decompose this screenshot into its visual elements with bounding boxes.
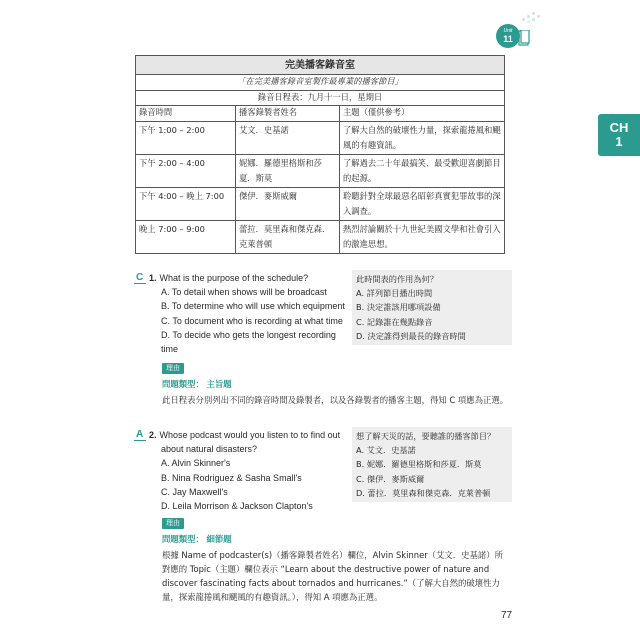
type-label: 問題類型： — [162, 378, 204, 389]
schedule-date: 錄音日程表：九月十一日，星期日 — [136, 91, 505, 106]
option-c: C. Jay Maxwell's — [161, 486, 228, 497]
zh-stem: 想了解天災的話，要聽誰的播客節目？ — [356, 431, 496, 441]
option-a: A. Alvin Skinner's — [161, 458, 231, 469]
zh-option-a: A. 艾文．史基諾 — [356, 445, 416, 456]
cell-topic: 熱烈討論關於十九世紀美國文學和社會引入的激進思想。 — [340, 221, 505, 254]
cell-name: 傑伊．麥斯威爾 — [236, 188, 340, 221]
question-number: 1. — [149, 273, 157, 283]
translation-panel — [352, 270, 512, 345]
zh-option-d: D. 決定誰得到最長的錄音時間 — [356, 330, 466, 341]
schedule-table — [135, 55, 505, 254]
cell-time: 下午 2:00 – 4:00 — [136, 155, 236, 188]
answer-letter: A — [136, 429, 144, 440]
option-b: B. To determine who will use which equipment — [161, 301, 345, 312]
zh-stem: 此時間表的作用為何？ — [356, 274, 438, 284]
chapter-number: 1 — [615, 134, 623, 149]
question-english — [149, 428, 359, 513]
zh-option-c: C. 記錄誰在幾點錄音 — [356, 316, 433, 327]
chapter-tab — [598, 114, 640, 156]
chapter-label: CH — [609, 120, 629, 135]
type-value: 主旨題 — [206, 378, 232, 389]
schedule-title: 完美播客錄音室 — [136, 56, 505, 75]
question-type — [162, 534, 506, 545]
question-english — [149, 271, 359, 356]
cell-time: 下午 4:00 – 晚上 7:00 — [136, 188, 236, 221]
answer-underline — [134, 440, 146, 441]
answer-letter: C — [136, 272, 144, 283]
cell-topic: 了解過去二十年最搞笑、最受歡迎喜劇節目的起源。 — [340, 155, 505, 188]
table-row — [136, 188, 505, 221]
type-label: 問題類型： — [162, 533, 204, 544]
table-row — [136, 122, 505, 155]
table-row — [136, 221, 505, 254]
table-row — [136, 155, 505, 188]
column-header: 播客錄製者姓名 — [236, 106, 340, 122]
cell-name: 蕾拉．莫里森和傑克森．克萊普頓 — [236, 221, 340, 254]
zh-option-b: B. 妮娜．羅德里格斯和莎夏．斯莫 — [356, 459, 482, 470]
explanation: 此日程表分別列出不同的錄音時間及錄製者，以及各錄製者的播客主題，得知 C 項應為正選。 — [162, 394, 509, 405]
question-stem: Whose podcast would you listen to to find out about natural disasters? — [159, 430, 341, 455]
cell-name: 艾文．史基諾 — [236, 122, 340, 155]
table-header-row — [136, 106, 505, 122]
book-icon — [518, 30, 530, 46]
page-number: 77 — [501, 610, 513, 621]
option-d: D. To decide who gets the longest recording time — [161, 329, 336, 355]
option-a: A. To detail when shows will be broadcast — [161, 287, 327, 298]
zh-option-b: B. 決定誰該用哪項設備 — [356, 302, 441, 313]
option-d: D. Leila Morrison & Jackson Clapton's — [161, 501, 313, 512]
schedule-subtitle: 「在完美播客錄音室製作最專業的播客節目」 — [136, 75, 505, 91]
option-c: C. To document who is recording at what time — [161, 315, 343, 326]
translation-panel — [352, 427, 512, 502]
cell-time: 晚上 7:00 – 9:00 — [136, 221, 236, 254]
question-2 — [136, 428, 506, 604]
cell-time: 下午 1:00 – 2:00 — [136, 122, 236, 155]
zh-option-c: C. 傑伊．麥斯威爾 — [356, 473, 425, 484]
column-header: 錄音時間 — [136, 106, 236, 122]
unit-circle — [496, 24, 520, 48]
unit-badge — [496, 24, 528, 48]
reason-tag: 理由 — [162, 363, 184, 374]
unit-number: 11 — [503, 34, 513, 44]
zh-option-d: D. 蕾拉．莫里森和傑克森．克萊普頓 — [356, 487, 491, 498]
reason-tag: 理由 — [162, 518, 184, 529]
cell-topic: 了解大自然的破壞性力量，探索龍捲風和颶風的有趣資訊。 — [340, 122, 505, 155]
question-number: 2. — [149, 430, 157, 440]
question-1 — [136, 271, 509, 407]
answer-underline — [134, 283, 146, 284]
cell-name: 妮娜．羅德里格斯和莎夏．斯莫 — [236, 155, 340, 188]
unit-label: Unit — [503, 28, 513, 34]
zh-option-a: A. 詳列節目播出時間 — [356, 288, 433, 299]
explanation: 根據 Name of podcaster(s)（播客錄製者姓名）欄位，Alvin Skinner（艾文．史基諾）所對應的 Topic（主題）欄位表示 “Learn about the destructive power of nature and discover fascinating facts about tornados and hurricanes.”（了解大自然的破壞性力量，探索龍捲風和颶風的有趣資訊。），得知 A 項應為正選。 — [162, 549, 504, 602]
question-type — [162, 379, 506, 390]
cell-topic: 聆聽針對全球最惡名昭彰真實犯罪故事的深入調查。 — [340, 188, 505, 221]
column-header: 主題（僅供參考） — [340, 106, 505, 122]
type-value: 細節題 — [206, 533, 232, 544]
question-stem: What is the purpose of the schedule? — [159, 273, 309, 283]
option-b: B. Nina Rodriguez & Sasha Small's — [161, 472, 302, 483]
decorative-dots-icon — [522, 12, 540, 22]
